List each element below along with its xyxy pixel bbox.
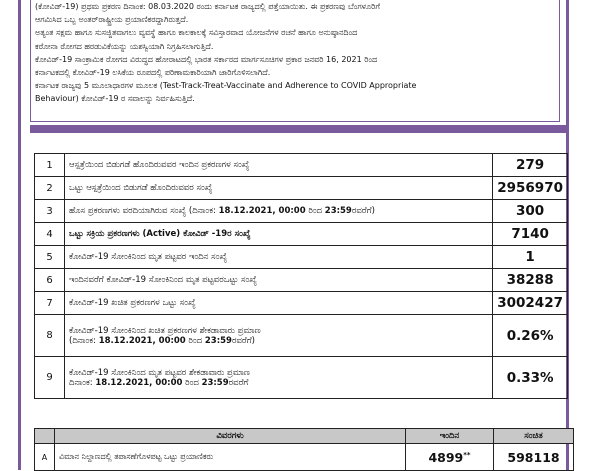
row-value: 3002427 (493, 292, 568, 315)
intro-line: ಕರೋನಾ ರೋಗದ ಹರಡುವಿಕೆಯನ್ನು ಯಶಸ್ವಿಯಾಗಿ ನಿಗ್ರಹಿಸಲಾಗುತ್ತಿದೆ. (35, 41, 214, 51)
row-label (65, 357, 493, 399)
label-text: ರಿಂದ (305, 206, 325, 216)
label-text: ರಿಂದ (182, 377, 202, 388)
intro-line: ಆಗಮಿಸಿದ ಒಬ್ಬ ಅಂತರ್‌ರಾಷ್ಟ್ರೀಯ ಪ್ರಯಾಣಿಕರದ್ದಾಗಿರುತ್ತದೆ. (35, 15, 189, 25)
row-number: 8 (35, 315, 65, 357)
row-number: 9 (35, 357, 65, 399)
row-cumulative-value: 598118 (494, 444, 574, 471)
row-value: 7140 (493, 223, 568, 246)
label-text: ಕೋವಿಡ್-19 ಸೋಂಕಿನಿಂದ ಖಚಿತ ಪ್ರಕರಣಗಳ ಶೇಕಡಾವಾರು ಪ್ರಮಾಣ (69, 325, 261, 336)
row-number: 2 (35, 177, 65, 200)
row-label: ಒಟ್ಟು ಸಕ್ರಿಯ ಪ್ರಕರಣಗಳು (Active) ಕೋವಿಡ್ -19ರ ಸಂಖ್ಯೆ (65, 223, 493, 246)
footnote-mark: ** (463, 450, 471, 459)
table-row (35, 223, 568, 246)
row-label: ಇಂದಿನವರೆಗೆ ಕೋವಿಡ್-19 ಸೋಂಕಿನಿಂದ ಮೃತ ಪಟ್ಟವರಒಟ್ಟು ಸಂಖ್ಯೆ (65, 269, 493, 292)
intro-line: (ಕೋವಿಡ್-19) ಪ್ರಥಮ ಪ್ರಕರಣ ದಿನಾಂಕ: 08.03.2020 ರಂದು ಕರ್ನಾಟಕ ರಾಜ್ಯದಲ್ಲಿ ಪತ್ತೆಯಾಯಿತು. ಈ ಪ್ರಕರಣವು ಬೆಂಗಳೂರಿಗೆ (35, 2, 380, 11)
header-details: ವಿವರಗಳು (55, 429, 406, 444)
row-label: ವಿಮಾನ ನಿಲ್ದಾಣದಲ್ಲಿ ತಪಾಸಣೆಗೊಳಪಟ್ಟ ಒಟ್ಟು ಪ್ರಯಾಣಿಕರು (55, 444, 406, 471)
row-label (65, 200, 493, 223)
row-value: 1 (493, 246, 568, 269)
today-number: 4899 (428, 449, 464, 465)
header-today: ಇಂದಿನ (406, 429, 494, 444)
table-row (35, 292, 568, 315)
label-text: ರಿಂದ (185, 335, 205, 346)
intro-line: ಕೋವಿಡ್-19 ಸಾಂಕ್ರಾಮಿಕ ರೋಗದ ವಿರುದ್ಧದ ಹೋರಾಟದಲ್ಲಿ ಭಾರತ ಸರ್ಕಾರದ ಮಾರ್ಗಸೂಚಿಗಳ ಪ್ರಕಾರ ಜನವರಿ 16, 2021 ರಿಂದ (35, 54, 378, 64)
label-text: (ದಿನಾಂಕ: (69, 335, 99, 346)
row-label: ಕೋವಿಡ್-19 ಸೋಂಕಿನಿಂದ ಮೃತ ಪಟ್ಟವರ ಇಂದಿನ ಸಂಖ್ಯೆ (65, 246, 493, 269)
row-number: 6 (35, 269, 65, 292)
table-row (35, 269, 568, 292)
intro-box (30, 0, 560, 122)
time-text: 23:59 (201, 377, 229, 388)
intro-divider-bar (30, 125, 566, 133)
left-frame-line (18, 0, 21, 470)
row-value: 300 (493, 200, 568, 223)
row-label (65, 315, 493, 357)
header-id (35, 429, 55, 444)
row-value: 2956970 (493, 177, 568, 200)
table-row (35, 315, 568, 357)
row-label: ಕೋವಿಡ್-19 ಖಚಿತ ಪ್ರಕರಣಗಳ ಒಟ್ಟು ಸಂಖ್ಯೆ (65, 292, 493, 315)
time-text: 23:59 (324, 206, 352, 216)
screening-table (34, 428, 574, 471)
table-row (35, 357, 568, 399)
date-text: 18.12.2021, 00:00 (95, 377, 183, 388)
label-date-line (69, 378, 488, 388)
label-text: ದಿನಾಂಕ: (69, 377, 96, 388)
row-id: A (35, 444, 55, 471)
intro-line: ಕರ್ನಾಟಕದಲ್ಲಿ ಕೋವಿಡ್-19 ಲಸಿಕೆಯ ರೂಪದಲ್ಲಿ ಪರಿಣಾಮಕಾರಿಯಾಗಿ ಜಾರಿಗೊಳಿಸಲಾಗಿದೆ. (35, 68, 271, 78)
table-row (35, 154, 568, 177)
intro-line: ಕರ್ನಾಟಕ ರಾಜ್ಯವು 5 ಮೂಲಾಧಾರಗಳ ಮೂಲಕ (Test-Track-Treat-Vaccinate and Adherence to COVID Appropriate (35, 81, 417, 91)
label-text: ಹೊಸ ಪ್ರಕರಣಗಳು ವರದಿಯಾಗಿರುವ ಸಂಖ್ಯೆ (ದಿನಾಂಕ: (69, 206, 219, 216)
header-cumulative: ಸಂಚಿತ (494, 429, 574, 444)
time-text: 23:59 (204, 335, 232, 346)
table-row (35, 200, 568, 223)
label-date-line (69, 336, 488, 346)
table-header-row (35, 429, 574, 444)
row-today-value (406, 444, 494, 471)
label-text: ರವರೆಗೆ (228, 377, 249, 388)
row-value: 38288 (493, 269, 568, 292)
row-number: 5 (35, 246, 65, 269)
row-number: 4 (35, 223, 65, 246)
row-value: 0.33% (493, 357, 568, 399)
row-label: ಒಟ್ಟು ಆಸ್ಪತ್ರೆಯಿಂದ ಬಿಡುಗಡೆ ಹೊಂದಿರುವವರ ಸಂಖ್ಯೆ (65, 177, 493, 200)
date-text: 18.12.2021, 00:00 (98, 335, 186, 346)
intro-line: Behaviour) ಕೋವಿಡ್-19 ರ ಸವಾಲನ್ನು ನಿರ್ವಹಿಸುತ್ತಿದೆ. (35, 94, 195, 104)
table-row (35, 177, 568, 200)
label-text: ರವರೆಗೆ) (231, 335, 255, 346)
label-text: ಕೋವಿಡ್-19 ಸೋಂಕಿನಿಂದ ಮೃತ ಪಟ್ಟವರ ಶೇಕಡಾವಾರು ಪ್ರಮಾಣ (69, 367, 250, 378)
table-row (35, 246, 568, 269)
row-number: 1 (35, 154, 65, 177)
table-row (35, 444, 574, 471)
row-number: 3 (35, 200, 65, 223)
label-text: ರವರೆಗೆ) (351, 206, 375, 216)
intro-line: ಅತ್ಯಂತ ಸಕ್ಷಮ ಹಾಗೂ ಸುಸಜ್ಜಿತವಾಗಲು ವ್ಯವಸ್ಥೆ ಹಾಗೂ ಕಾಲಕಾಲಕ್ಕೆ ಸವಿಸ್ತಾರವಾದ ಯೋಜನೆಗಳ ರಚನೆ ಹಾಗೂ ಅನುಷ್ಠಾನದಿಂದ (35, 28, 358, 38)
date-text: 18.12.2021, 00:00 (218, 206, 306, 216)
row-number: 7 (35, 292, 65, 315)
stats-table (34, 153, 568, 399)
row-value: 0.26% (493, 315, 568, 357)
row-label: ಆಸ್ಪತ್ರೆಯಿಂದ ಬಿಡುಗಡೆ ಹೊಂದಿರುವವರ ಇಂದಿನ ಪ್ರಕರಣಗಳ ಸಂಖ್ಯೆ (65, 154, 493, 177)
row-value: 279 (493, 154, 568, 177)
